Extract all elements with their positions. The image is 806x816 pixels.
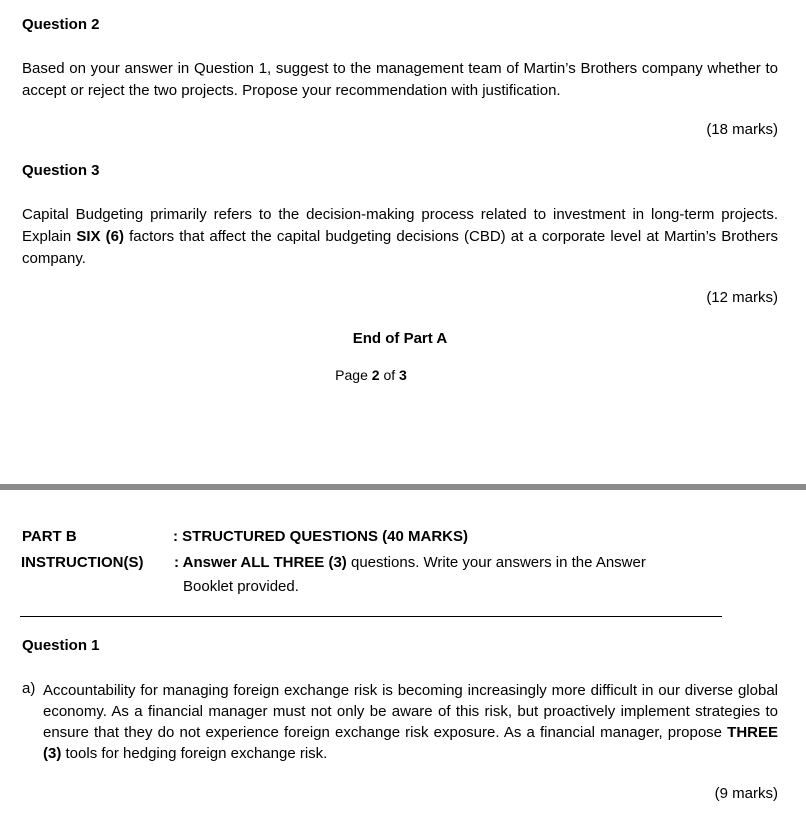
question-3-heading: Question 3 [22, 162, 100, 179]
question-1-body-part-1: Accountability for managing foreign exchange risk is becoming increasingly more difficult in our diverse global economy. As a financial manager must not only be aware of this risk, but proactively implement strategies to ensure that they do not experience foreign exchange risk exposure. As a financial manager, propose [43, 682, 778, 741]
question-3-body-part-2: factors that affect the capital budgeting decisions (CBD) at a corporate level at Martin’s Brothers company. [22, 228, 778, 267]
page-label: Page [335, 367, 372, 383]
question-1-heading: Question 1 [22, 637, 100, 654]
question-1-marks: (9 marks) [714, 785, 778, 802]
header-rule [20, 616, 722, 617]
end-of-part-a: End of Part A [352, 330, 448, 347]
page-number [0, 367, 742, 383]
instructions-emphasis: ALL THREE (3) [240, 554, 347, 571]
question-1-body [43, 680, 778, 764]
question-3-marks: (12 marks) [706, 289, 778, 306]
instructions-line-2: Booklet provided. [183, 578, 299, 595]
page-divider [0, 484, 806, 490]
page-of: of [379, 367, 400, 383]
part-b-label: PART B [22, 528, 77, 545]
question-2-marks: (18 marks) [706, 121, 778, 138]
instructions-label: INSTRUCTION(S) [21, 554, 144, 571]
instructions-line-1 [174, 554, 646, 571]
part-b-title: : STRUCTURED QUESTIONS (40 MARKS) [173, 528, 469, 545]
question-3-body-emphasis: SIX (6) [76, 228, 124, 245]
question-2-heading: Question 2 [22, 16, 100, 33]
instructions-colon: : Answer [174, 554, 241, 571]
page-total: 3 [399, 367, 407, 383]
question-2-body: Based on your answer in Question 1, suggest to the management team of Martin’s Brothers company whether to accept or reject the two projects. Propose your recommendation with justification. [22, 60, 778, 99]
question-1-item-letter: a) [22, 680, 36, 697]
question-1-body-emphasis: THREE (3) [43, 724, 778, 762]
question-1-body-part-2: tools for hedging foreign exchange risk. [61, 745, 328, 762]
question-3-body [22, 204, 778, 270]
question-3-body-part-1: Capital Budgeting primarily refers to the decision-making process related to investment in long-term projects. Explain [22, 206, 778, 245]
page-current: 2 [371, 367, 380, 383]
instructions-rest: questions. Write your answers in the Answer [346, 554, 646, 571]
